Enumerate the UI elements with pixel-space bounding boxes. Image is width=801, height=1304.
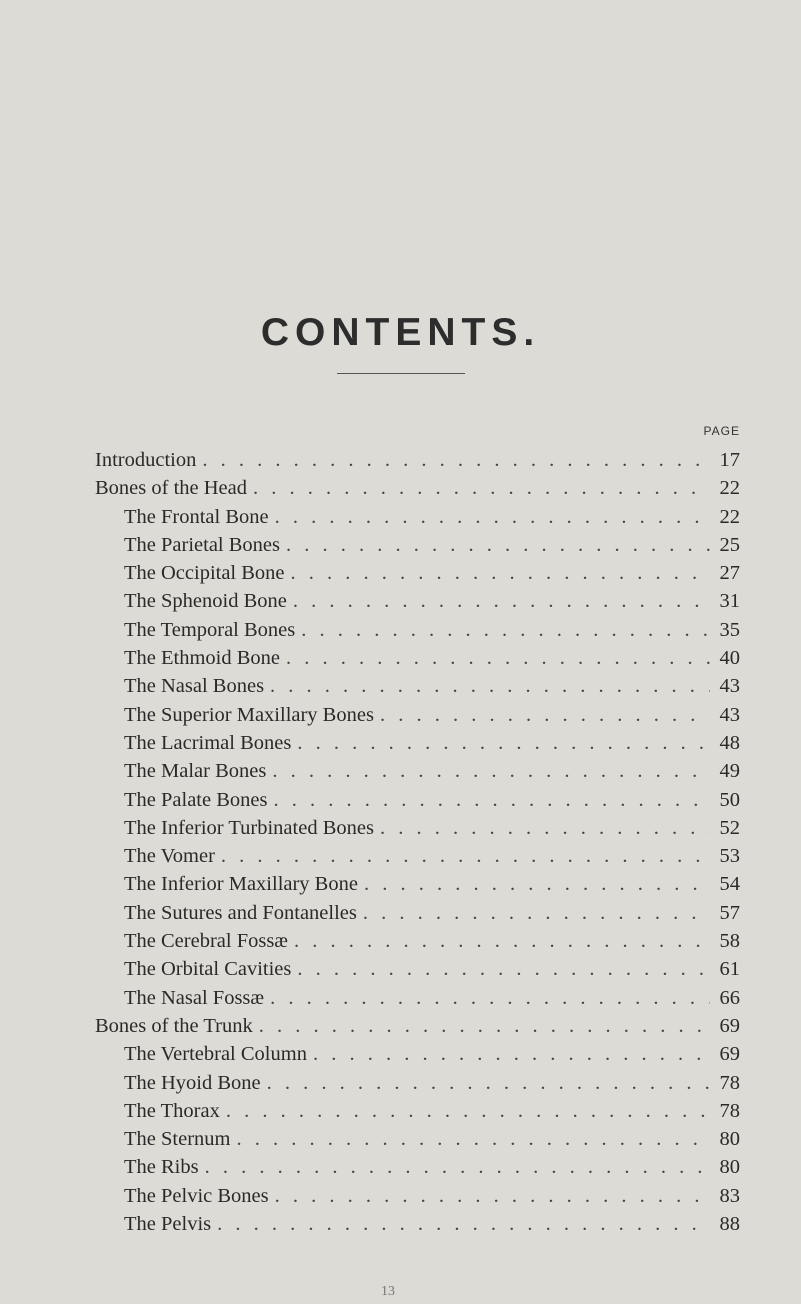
toc-entry [95, 1012, 740, 1040]
toc-entry-page: 43 [719, 675, 740, 698]
dot-leader [267, 1069, 710, 1097]
dot-leader [313, 1040, 710, 1068]
toc-entry-label: The Ethmoid Bone [124, 647, 281, 670]
toc-entry-label: The Hyoid Bone [124, 1071, 261, 1094]
toc-entry-label: The Inferior Maxillary Bone [124, 873, 358, 896]
toc-entry-label: The Cerebral Fossæ [124, 930, 288, 953]
toc-entry-label: Bones of the Trunk [95, 1014, 253, 1037]
toc-entry [95, 644, 740, 672]
toc-entry-page: 78 [719, 1071, 740, 1094]
toc-entry [95, 814, 740, 842]
toc-entry-page: 61 [719, 958, 740, 981]
toc-entry [95, 587, 740, 615]
toc-entry-label: The Nasal Bones [124, 675, 265, 698]
toc-entry-label: The Vomer [124, 845, 215, 868]
toc-entry [95, 1210, 740, 1238]
dot-leader [301, 616, 710, 644]
dot-leader [294, 927, 710, 955]
toc-entry [95, 786, 740, 814]
toc-entry-label: The Parietal Bones [124, 533, 280, 556]
toc-entry-page: 80 [719, 1128, 740, 1151]
dot-leader [286, 644, 710, 672]
toc-entry-label: The Sternum [124, 1128, 231, 1151]
toc-entry [95, 842, 740, 870]
dot-leader [275, 503, 710, 531]
toc-entry-page: 22 [719, 477, 740, 500]
toc-entry-page: 40 [719, 647, 740, 670]
toc-entry [95, 1182, 740, 1210]
toc-entry-page: 43 [719, 703, 740, 726]
dot-leader [259, 1012, 710, 1040]
dot-leader [297, 955, 710, 983]
toc-entry-label: The Frontal Bone [124, 505, 269, 528]
toc-entry-page: 66 [719, 986, 740, 1009]
toc-entry [95, 757, 740, 785]
toc-entry-page: 22 [719, 505, 740, 528]
dot-leader [380, 814, 710, 842]
toc-entry-page: 69 [719, 1043, 740, 1066]
toc-entry-page: 27 [719, 562, 740, 585]
toc-entry [95, 1097, 740, 1125]
toc-entry-label: The Pelvis [124, 1213, 212, 1236]
toc-entry-label: The Lacrimal Bones [124, 731, 292, 754]
toc-entry [95, 559, 740, 587]
dot-leader [364, 870, 710, 898]
toc-entry-page: 50 [719, 788, 740, 811]
toc-entry [95, 701, 740, 729]
dot-leader [297, 729, 710, 757]
toc-entry-page: 57 [719, 901, 740, 924]
toc-entry-page: 58 [719, 930, 740, 953]
toc-entry [95, 984, 740, 1012]
toc-entry [95, 1153, 740, 1181]
toc-entry-page: 17 [719, 449, 740, 471]
toc-entry-label: The Vertebral Column [124, 1043, 307, 1066]
dot-leader [286, 531, 710, 559]
toc-entry-label: The Malar Bones [124, 760, 267, 783]
toc-entry [95, 870, 740, 898]
dot-leader [273, 786, 710, 814]
dot-leader [275, 1182, 710, 1210]
toc-entry [95, 616, 740, 644]
dot-leader [270, 672, 710, 700]
toc-entry-label: The Temporal Bones [124, 618, 296, 641]
dot-leader [217, 1210, 710, 1238]
toc-entry [95, 503, 740, 531]
dot-leader [202, 446, 710, 474]
toc-entry-label: The Sphenoid Bone [124, 590, 287, 613]
folio-number: 13 [381, 1284, 395, 1299]
dot-leader [363, 899, 710, 927]
dot-leader [293, 587, 710, 615]
toc-entry [95, 1040, 740, 1068]
toc-entry-label: The Occipital Bone [124, 562, 285, 585]
toc-entry [95, 729, 740, 757]
toc-entry-label: Bones of the Head [95, 477, 247, 500]
toc-entry [95, 531, 740, 559]
toc-entry-label: The Orbital Cavities [124, 958, 292, 981]
toc-entry-label: The Pelvic Bones [124, 1184, 269, 1207]
dot-leader [253, 474, 710, 502]
toc-entry-page: 52 [719, 816, 740, 839]
toc-entry-label: The Sutures and Fontanelles [124, 901, 357, 924]
toc-entry-label: The Nasal Fossæ [124, 986, 265, 1009]
page-title: CONTENTS. [260, 311, 541, 355]
toc-entry [95, 672, 740, 700]
toc-entry [95, 955, 740, 983]
toc-entry-page: 49 [719, 760, 740, 783]
toc-entry-page: 80 [719, 1156, 740, 1179]
dot-leader [205, 1153, 710, 1181]
toc-entry [95, 474, 740, 502]
toc-entry-page: 69 [719, 1014, 740, 1037]
toc-entry-page: 78 [719, 1099, 740, 1122]
toc-entry-page: 25 [719, 533, 740, 556]
toc-entry-page: 83 [719, 1184, 740, 1207]
toc-entry-label: The Palate Bones [124, 788, 268, 811]
toc-entry-page: 31 [719, 590, 740, 613]
toc-entry-page: 88 [719, 1213, 740, 1236]
table-of-contents [95, 446, 740, 1238]
page-column-label: PAGE [703, 424, 740, 438]
dot-leader [226, 1097, 710, 1125]
toc-entry-page: 54 [719, 873, 740, 896]
toc-entry [95, 1125, 740, 1153]
dot-leader [221, 842, 710, 870]
title-divider [337, 373, 465, 374]
toc-entry-label: The Superior Maxillary Bones [124, 703, 374, 726]
dot-leader [236, 1125, 710, 1153]
toc-entry-page: 35 [719, 618, 740, 641]
toc-entry [95, 899, 740, 927]
toc-entry-label: The Ribs [124, 1156, 199, 1179]
toc-entry [95, 446, 740, 474]
dot-leader [270, 984, 710, 1012]
dot-leader [380, 701, 710, 729]
toc-entry-label: Introduction [95, 449, 197, 471]
toc-entry-page: 53 [719, 845, 740, 868]
toc-entry-page: 48 [719, 731, 740, 754]
toc-entry [95, 1069, 740, 1097]
dot-leader [272, 757, 710, 785]
toc-entry [95, 927, 740, 955]
dot-leader [291, 559, 710, 587]
toc-entry-label: The Inferior Turbinated Bones [124, 816, 374, 839]
toc-entry-label: The Thorax [124, 1099, 220, 1122]
